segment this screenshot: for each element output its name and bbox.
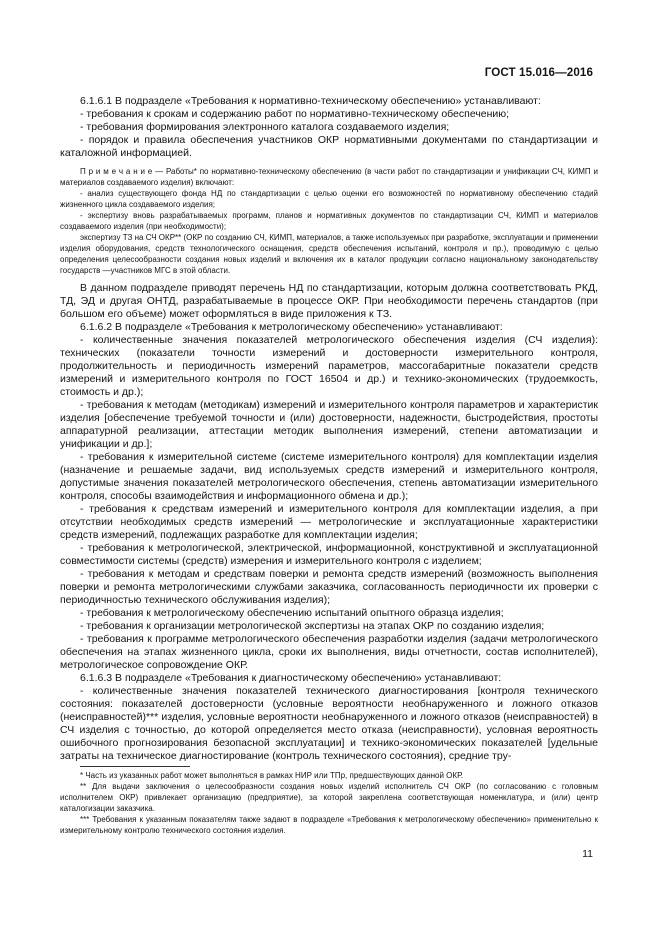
- standard-header: ГОСТ 15.016—2016: [484, 66, 593, 79]
- main-text: [60, 95, 598, 763]
- section-6161-item: - порядок и правила обеспечения участников ОКР нормативными документами по стандартизации и каталожной информацией.: [60, 134, 598, 159]
- footnote: * Часть из указанных работ может выполняться в рамках НИР или ТПр, предшествующих данной ОКР.: [80, 771, 464, 780]
- section-6162-item: - количественные значения показателей метрологического обеспечения изделия (СЧ изделия): технических (показатели точности измерений и достоверности измерительного контроля, продолжительность и периодичность измерений параметров, массогабаритные показатели средств измерений и измерительного контроля по ГОСТ 16504 и др.) и технико-экономических (трудоемкость, стоимость и др.);: [60, 334, 598, 398]
- page-number: 11: [582, 848, 593, 860]
- note-label: П р и м е ч а н и е: [80, 167, 153, 176]
- section-6162-item: - требования к программе метрологического обеспечения разработки изделия (задачи метрологического обеспечения на этапах жизненного цикла, сроки их выполнения, виды отчетности, состав исполнителей), метрологическое сопровождение ОКР.: [60, 633, 598, 671]
- section-6161-item: - требования к срокам и содержанию работ по нормативно-техническому обеспечению;: [80, 108, 510, 120]
- section-6163-item: - количественные значения показателей технического диагностирования [контроля технического состояния: показателей достоверности (условные вероятности необнаруженного и ложного отказов (неисправностей)*** изделия, условные вероятности необнаруженного и ложного отказов (неисправностей) в СЧ изделия с точностью, до которой определяется место отказа (неисправности), условная вероятность ошибочного прогнозирования безопасной эксплуатации] и технико-экономических показателей [удельные затраты на техническое диагностирование (контроль технического состояния), средние тру-: [60, 685, 598, 762]
- section-6162-item: - требования к метрологической, электрической, информационной, конструктивной и эксплуатационной совместимости системы (средств) измерения и измерительного контроля с изделием;: [60, 542, 598, 567]
- section-6162-item: - требования к методам и средствам поверки и ремонта средств измерений (возможность выполнения поверки и ремонта метрологическими службами заказчика, согласованность периодичности их проверки с периодичностью технического обслуживания изделия);: [60, 568, 598, 606]
- note-text: — Работы* по нормативно-техническому обеспечению (в части работ по стандартизации и унификации СЧ, КИМП и материалов создаваемого изделия) включают:: [60, 167, 598, 187]
- nd-paragraph: В данном подразделе приводят перечень НД по стандартизации, которым должна соответствовать РКД, ТД, ЭД и другая ОНТД, разрабатываемые в процессе ОКР. При необходимости перечень стандартов (при большом его объеме) может оформляться в виде приложения к ТЗ.: [60, 282, 598, 320]
- section-6162-item: - требования к средствам измерений и измерительного контроля для комплектации изделия, а при отсутствии необходимых средств измерений — метрологические и эксплуатационные характеристики средств измерений, подлежащих разработке для комплектации изделия;: [60, 503, 598, 541]
- section-6162-intro: 6.1.6.2 В подразделе «Требования к метрологическому обеспечению» устанавливают:: [80, 321, 503, 333]
- footnote: ** Для выдачи заключения о целесообразности создания новых изделий исполнитель СЧ ОКР (по согласованию с головным исполнителем ОКР) привлекает организацию (предприятие), за которой закреплена соответствующая номенклатура, и (или) центр каталогизации заказчика.: [60, 782, 598, 813]
- note-paragraph: [60, 166, 598, 188]
- section-6162-item: - требования к измерительной системе (системе измерительного контроля) для комплектации изделия (назначение и решаемые задачи, вид используемых средств измерений и измерительного контроля, допустимые значения показателей метрологического обеспечения, степень автоматизации измерительного контроля, способы взаимодействия и информационного обмена и др.);: [60, 451, 598, 502]
- section-6163-intro: 6.1.6.3 В подразделе «Требования к диагностическому обеспечению» устанавливают:: [80, 672, 502, 684]
- note-item: экспертизу ТЗ на СЧ ОКР** (ОКР по созданию СЧ, КИМП, материалов, а также используемых при разработке, эксплуатации и применении изделия оборудования, средств технологического оснащения, средств обеспечения испытаний, контроля и пр.), проводимую с целью определения целесообразности создания новых изделий и включения их в каталог продукции согласно национальному законодательству государств —участников МГС в этой области.: [60, 233, 598, 275]
- note-item: - анализ существующего фонда НД по стандартизации с целью оценки его возможностей по нормативному обеспечению стадий жизненного цикла создаваемого изделия;: [60, 189, 598, 209]
- section-6162-item: - требования к методам (методикам) измерений и измерительного контроля параметров и характеристик изделия [обеспечение требуемой точности и (или) достоверности, надежности, быстродействия, простоты аппаратурной реализации, аттестации методик выполнения измерений, степени автоматизации и унификации и др.];: [60, 399, 598, 450]
- section-6161-intro: 6.1.6.1 В подразделе «Требования к нормативно-техническому обеспечению» устанавливают:: [80, 95, 541, 107]
- footnote-rule: [80, 766, 190, 767]
- section-6162-item: - требования к метрологическому обеспечению испытаний опытного образца изделия;: [80, 607, 504, 619]
- section-6162-item: - требования к организации метрологической экспертизы на этапах ОКР по созданию изделия;: [80, 620, 545, 632]
- footnote: *** Требования к указанным показателям также задают в подразделе «Требования к метрологическому обеспечению» применительно к измерительному контролю технического состояния изделия.: [60, 815, 598, 835]
- section-6161-item: - требования формирования электронного каталога создаваемого изделия;: [80, 121, 450, 133]
- footnotes: [60, 766, 598, 836]
- note-item: - экспертизу вновь разрабатываемых программ, планов и нормативных документов по стандартизации СЧ, КИМП и материалов создаваемого изделия (при необходимости);: [60, 211, 598, 231]
